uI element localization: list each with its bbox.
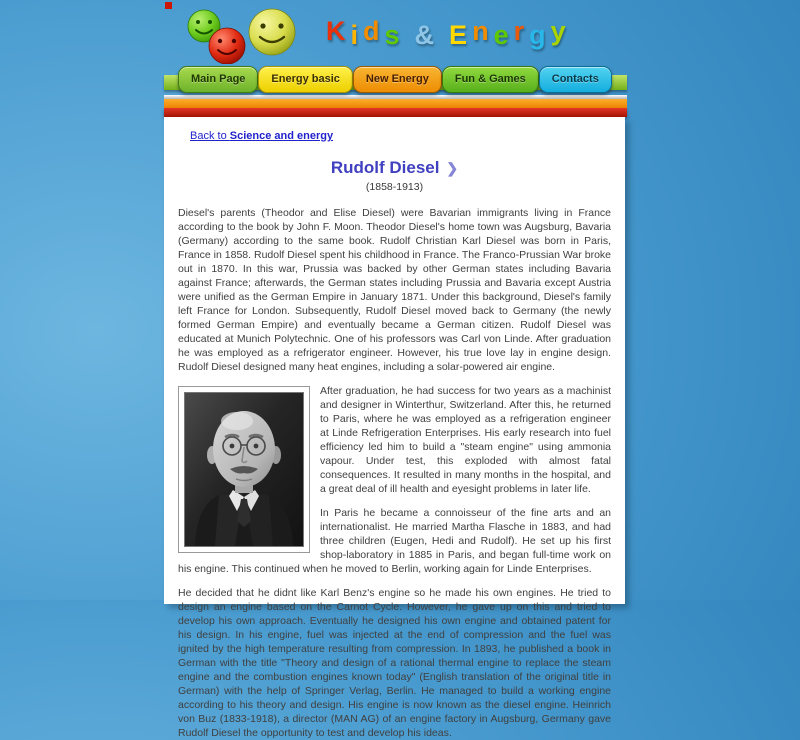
logo-letter: s	[384, 20, 405, 50]
page-column	[164, 0, 625, 739]
logo-letter	[405, 16, 415, 47]
main-navigation	[164, 64, 625, 95]
back-link-prefix: Back to	[190, 130, 230, 142]
nav-button-main-page[interactable]: Main Page	[178, 66, 258, 93]
red-stripe	[164, 108, 627, 117]
chevron-right-icon[interactable]: ❯	[446, 160, 459, 176]
site-header	[164, 0, 625, 64]
logo-letter: i	[350, 20, 364, 50]
logo-letter: K	[326, 16, 351, 46]
nav-button-contacts[interactable]: Contacts	[539, 66, 612, 93]
paragraph-3: In Paris he became a connoisseur of the fine arts and an internationalist. He married Martha Flasche in 1883, and had three children (Eugen, Hedi and Rudolf). He set up his first shop-laboratory in 1885 in Paris, and began full-time work on his engine. This continued when he moved to Berlin, working again for Linde Enterprises.	[178, 507, 611, 575]
logo-letter: E	[449, 20, 473, 50]
orange-stripe	[164, 99, 627, 108]
back-to-science-link[interactable]	[190, 129, 333, 143]
logo-letter: y	[550, 16, 571, 46]
nav-buttons-row	[164, 64, 625, 97]
paragraph-4: He decided that he didnt like Karl Benz's engine so he made his own engines. He tried to design an engine based on the Carnot Cycle. However, he gave up on this and tried to develop his own approach. Eventually he designed his own engine and obtained patent for his design. In his engine, fuel was injected at the end of compression and the fuel was ignited by the high temperature resulting from compression. In 1893, he published a book in German with the title "Theory and design of a rational thermal engine to replace the steam engine and the combustion engines known today" (English translation of the original title in German) with the help of Springer Verlag, Berlin. He managed to build a working engine according to his theory and design. His engine is now known as the diesel engine. Heinrich von Buz (1833-1918), a director (MAN AG) of an engine factory in Augsburg, Germany gave Rudolf Diesel the opportunity to test and develop his ideas.	[178, 587, 611, 739]
diesel-portrait-photo	[178, 386, 310, 553]
back-link-target: Science and energy	[229, 130, 334, 142]
logo-letter: g	[529, 20, 551, 50]
logo-letter: r	[513, 16, 530, 46]
site-logo-title	[326, 16, 571, 50]
nav-button-fun-games[interactable]: Fun & Games	[442, 66, 539, 93]
article-content	[164, 117, 625, 739]
title-row	[178, 158, 611, 177]
logo-letter: n	[472, 16, 494, 46]
logo-letter: d	[363, 16, 385, 46]
logo-letter: &	[414, 20, 440, 50]
paragraph-2: After graduation, he had success for two years as a machinist and designer in Winterthur, Switzerland. After this, he returned to Paris, where he was employed as a refrigeration engineer at Linde Refrigeration Enterprises. His early research into fuel efficiency led him to build a "steam engine" using ammonia vapour. Under test, this exploded with almost fatal consequences. It resulted in many months in the hospital, and a great deal of ill health and eyesight problems in later life.	[320, 385, 611, 495]
nav-button-energy-basic[interactable]: Energy basic	[258, 66, 352, 93]
page-title: Rudolf Diesel	[330, 158, 440, 177]
life-years: (1858-1913)	[365, 181, 424, 193]
smileys-logo-icon	[180, 4, 302, 69]
paragraph-1: Diesel's parents (Theodor and Elise Diesel) were Bavarian immigrants living in France according to the book by John F. Moon. Theodor Diesel's home town was Augsburg, Bavaria (Germany) according to the same book. Rudolf Christian Karl Diesel was born in Paris, France in 1858. Rudolf Diesel spent his childhood in France. The Franco-Prussian War broke out in 1870. In this war, Prussia was backed by other German states including Bavaria against France; afterwards, the German states including Prussia and Bavaria except Austria were unified as the German Empire in January 1871. Under this background, Diesel's family left France for London. Subsequently, Rudolf Diesel moved back to Germany (the newly formed German Empire) and eventually became a German citizen. Rudolf Diesel was educated at Munich Polytechnic. One of his professors was Carl von Linde. After graduation he was employed as a refrigerator engineer. However, his true love lay in engine design. Rudolf Diesel designed many heat engines, including a solar-powered air engine.	[178, 207, 611, 373]
logo-letter: e	[493, 20, 514, 50]
diesel-portrait-image	[184, 392, 304, 547]
nav-button-new-energy[interactable]: New Energy	[353, 66, 442, 93]
logo-letter	[439, 16, 449, 47]
